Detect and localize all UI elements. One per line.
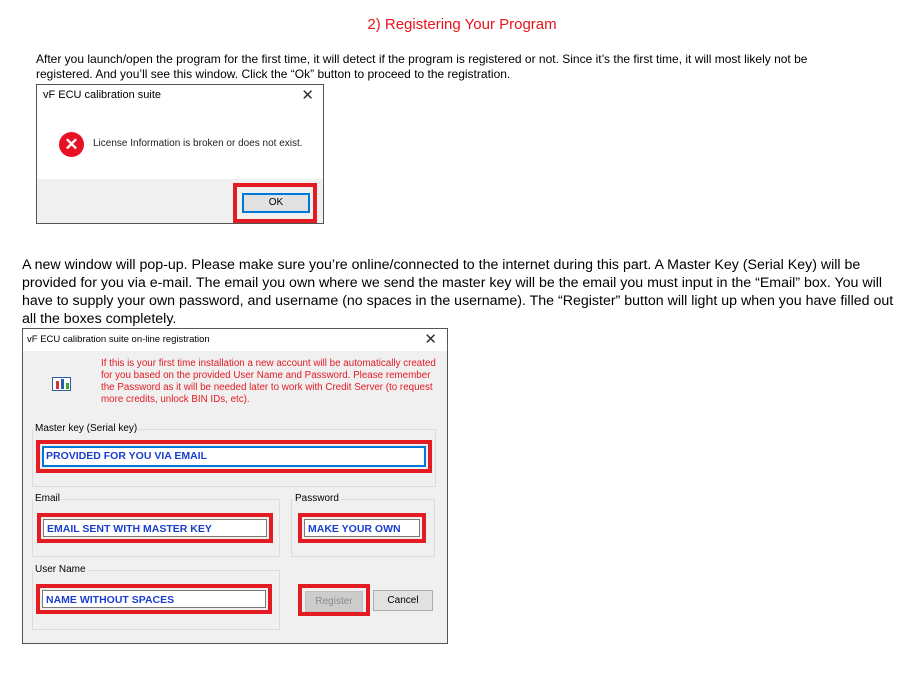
registration-titlebar [23, 329, 447, 351]
password-label: Password [295, 493, 339, 504]
close-icon[interactable]: ✕ [424, 331, 437, 348]
username-label: User Name [35, 564, 86, 575]
registration-notice: If this is your first time installation a new account will be automatically created for you based on the provided User Name and Password. Please remember the Password as it will be needed later to work with Credit Server (to request more credits, unlock BIN IDs, etc). [101, 358, 436, 405]
chart-app-icon [52, 377, 71, 391]
registration-dialog-title: vF ECU calibration suite on-line registration [27, 334, 210, 345]
cancel-button[interactable]: Cancel [373, 590, 433, 611]
username-input[interactable]: NAME WITHOUT SPACES [42, 590, 266, 608]
license-error-message: License Information is broken or does not exist. [93, 138, 303, 149]
ok-highlight [233, 183, 317, 223]
register-highlight [298, 584, 370, 616]
master-key-input[interactable]: PROVIDED FOR YOU VIA EMAIL [42, 446, 426, 467]
register-button[interactable]: Register [305, 591, 363, 612]
username-highlight [36, 584, 272, 614]
close-icon[interactable]: ✕ [301, 87, 314, 104]
ok-button[interactable]: OK [242, 193, 310, 213]
license-dialog [36, 84, 324, 224]
password-highlight [298, 513, 426, 543]
email-label: Email [35, 493, 61, 504]
email-input[interactable]: EMAIL SENT WITH MASTER KEY [43, 519, 267, 537]
intro-paragraph: After you launch/open the program for the first time, it will detect if the program is registered or not. Since it’s the first time, it will most likely not be registered. And you’ll see this window. Click the “Ok” button to proceed to the registration. [36, 52, 808, 81]
error-icon: ✕ [59, 132, 84, 157]
registration-dialog [22, 328, 448, 644]
email-highlight [37, 513, 273, 543]
license-dialog-title: vF ECU calibration suite [43, 89, 161, 101]
master-key-highlight [36, 440, 432, 473]
section-heading: 2) Registering Your Program [367, 16, 557, 33]
master-key-label: Master key (Serial key) [35, 423, 138, 434]
register-paragraph: A new window will pop-up. Please make sure you’re online/connected to the internet during this part. A Master Key (Serial Key) will be provided for you via e-mail. The email you own where we send the master key will be the email you must input in the “Email” box. You will have to supply your own password, and username (no spaces in the username). The “Register” button will light up when you have filled out all the boxes completely. [22, 257, 894, 327]
password-input[interactable]: MAKE YOUR OWN [304, 519, 420, 537]
